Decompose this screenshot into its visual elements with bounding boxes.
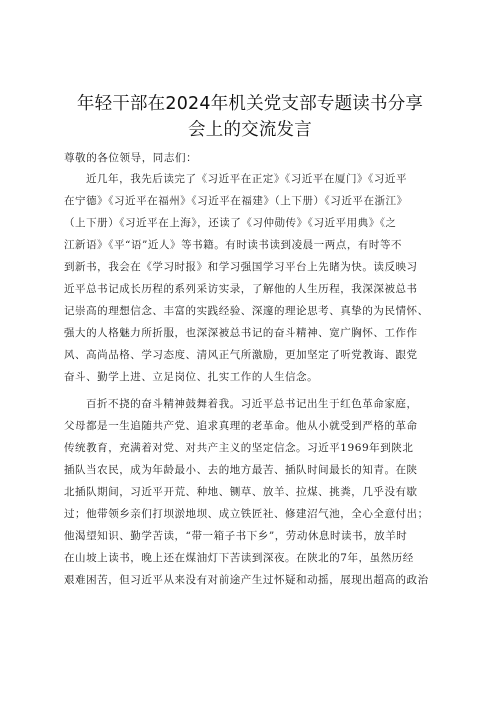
paragraph-2-line-4: 插队当农民，成为年龄最小、去的地方最苦、插队时间最长的知青。在陕 [64,464,418,476]
paragraph-1-line-3: （上下册）《习近平在上海》，还读了《习仲勋传》《习近平用典》《之 [64,217,397,229]
paragraph-1-line-4: 江新语》《平“语”近人》等书籍。有时读书读到凌晨一两点，有时等不 [64,239,403,251]
paragraph-1-line-7: 记崇高的理想信念、丰富的实践经验、深邃的理论思考、真挚的为民情怀、 [64,305,429,317]
paragraph-1-line-1: 近几年，我先后读完了《习近平在正定》《习近平在厦门》《习近平 [86,173,407,185]
document-title-continued: 会上的交流发言 [188,120,312,140]
paragraph-2-line-7: 他渴望知识、勤学苦读，“带一箱子书下乡”，劳动休息时读书，放羊时 [64,530,408,542]
paragraph-1-line-10: 奋斗、勤学上进、立足岗位、扎实工作的人生信念。 [64,371,319,383]
paragraph-2-line-1: 百折不挠的奋斗精神鼓舞着我。习近平总书记出生于红色革命家庭， [86,398,418,410]
paragraph-1-line-6: 近平总书记成长历程的系列采访实录，了解他的人生历程，我深深被总书 [64,283,418,295]
paragraph-2-line-9: 艰难困苦，但习近平从来没有对前途产生过怀疑和动摇，展现出超高的政治 [64,574,429,586]
paragraph-1-line-5: 到新书，我会在《学习时报》和学习强国学习平台上先睹为快。读反映习 [64,261,418,273]
paragraph-2-line-5: 北插队期间，习近平开荒、种地、铡草、放羊、拉煤、挑粪，几乎没有歇 [64,486,418,498]
paragraph-2-line-8: 在山坡上读书，晚上还在煤油灯下苦读到深夜。在陕北的7年，虽然历经 [64,552,414,564]
paragraph-1-line-8: 强大的人格魅力所折服，也深深被总书记的奋斗精神、宽广胸怀、工作作 [64,327,418,339]
paragraph-2-line-2: 父母都是一生追随共产党、追求真理的老革命。他从小就受到严格的革命 [64,420,418,432]
document-title: 年轻干部在2024年机关党支部专题读书分享 [76,94,424,114]
paragraph-1-line-2: 在宁德》《习近平在福州》《习近平在福建》（上下册）《习近平在浙江》 [64,195,408,207]
paragraph-2-line-6: 过；他带领乡亲们打坝淤地坝、成立铁匠社、修建沼气池，全心全意付出； [64,508,429,520]
paragraph-1-line-9: 风、高尚品格、学习态度、清风正气所激励，更加坚定了听党教诲、跟党 [64,349,418,361]
salutation: 尊敬的各位领导，同志们： [64,152,198,164]
paragraph-2-line-3: 传统教育，充满着对党、对共产主义的坚定信念。习近平1969年到陕北 [64,442,414,454]
